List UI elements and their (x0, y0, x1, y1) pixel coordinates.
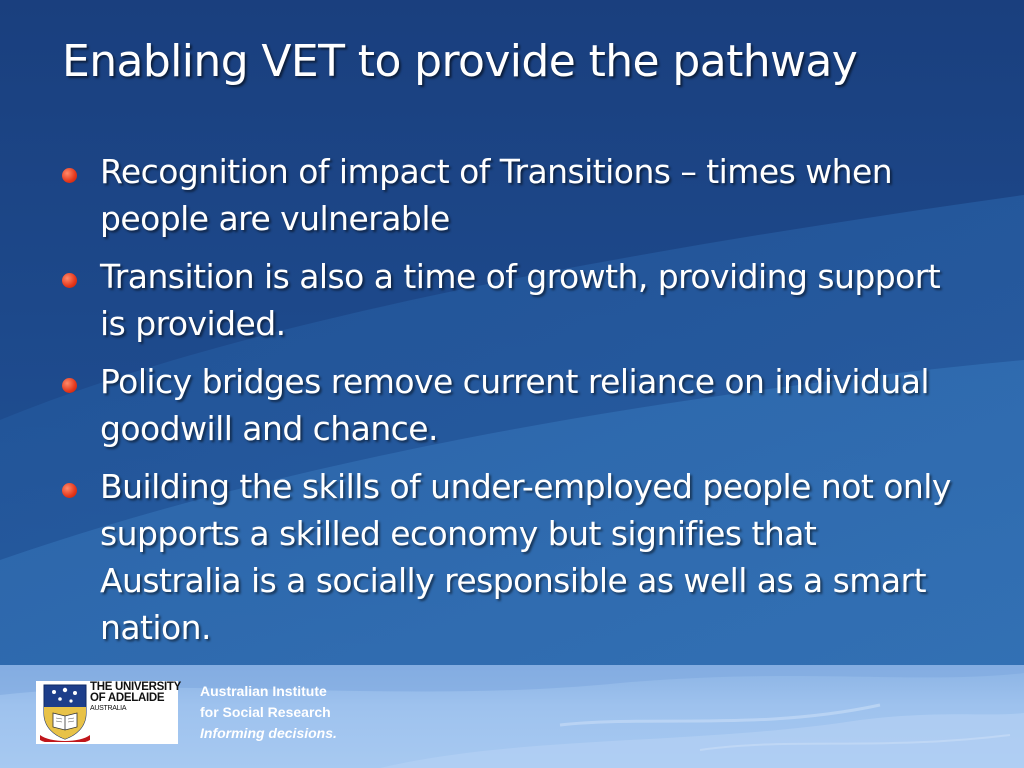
bullet-dot-icon (62, 168, 77, 183)
bullet-dot-icon (62, 483, 77, 498)
bullet-text: Policy bridges remove current reliance on individual goodwill and chance. (100, 362, 930, 448)
university-name (90, 682, 181, 714)
bullet-list (62, 148, 962, 662)
bullet-dot-icon (62, 273, 77, 288)
bullet-item (62, 148, 962, 242)
institute-name-line2: for Social Research (200, 704, 331, 720)
bullet-dot-icon (62, 378, 77, 393)
bullet-item (62, 253, 962, 347)
footer-bar (0, 665, 1024, 768)
university-name-line1: THE UNIVERSITY (90, 681, 182, 693)
university-name-line2: OF ADELAIDE (90, 692, 165, 704)
bullet-text: Transition is also a time of growth, providing support is provided. (100, 257, 941, 343)
institute-tagline: Informing decisions. (200, 725, 337, 741)
bullet-item (62, 358, 962, 452)
university-country: AUSTRALIA (90, 705, 127, 712)
university-crest-icon (40, 683, 90, 742)
institute-label (200, 681, 337, 744)
university-logo (36, 681, 182, 744)
institute-name-line1: Australian Institute (200, 683, 327, 699)
slide-title: Enabling VET to provide the pathway (62, 36, 858, 87)
bullet-item (62, 463, 962, 651)
bullet-text: Building the skills of under-employed people not only supports a skilled economy but signifies that Australia is a socially responsible as well as a smart nation. (100, 467, 951, 647)
bullet-text: Recognition of impact of Transitions – times when people are vulnerable (100, 152, 893, 238)
